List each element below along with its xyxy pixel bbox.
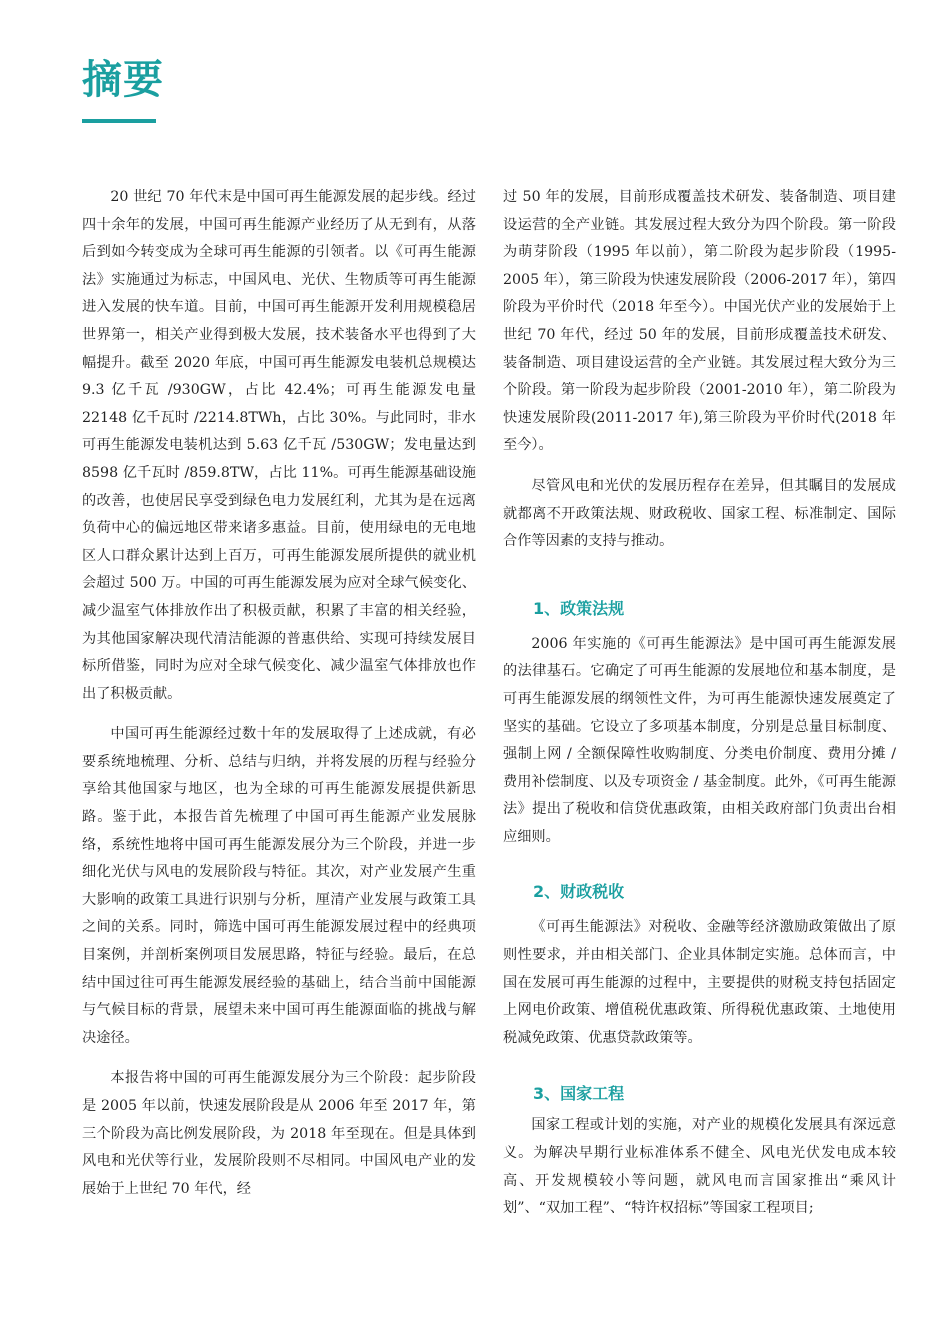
report-structure-paragraph: 中国可再生能源经过数十年的发展取得了上述成就，有必要系统地梳理、分析、总结与归纳，并将发展的历程与经验分享给其他国家与地区，也为全球的可再生能源发展提供新思路。鉴于此，本报告首先梳理了中国可再生能源产业发展脉络，系统性地将中国可再生能源发展分为三个阶段，并进一步细化光伏与风电的发展阶段与特征。其次，对产业发展产生重大影响的政策工具进行识别与分析，厘清产业发展与政策工具之间的关系。同时，筛选中国可再生能源发展过程中的经典项目案例，并剖析案例项目发展思路，特征与经验。最后，在总结中国过往可再生能源发展经验的基础上，结合当前中国能源与气候目标的背景，展望未来中国可再生能源面临的挑战与解决途径。 bbox=[82, 726, 476, 1046]
section-body-national-projects: 国家工程或计划的实施，对产业的规模化发展具有深远意义。为解决早期行业标准体系不健全、风电光伏发电成本较高、开发规模较小等问题，就风电而言国家推出“乘风计划”、“双加工程”、“特许权招标”等国家工程项目; bbox=[503, 1117, 896, 1217]
right-column bbox=[503, 184, 896, 1223]
title-underline bbox=[82, 119, 156, 123]
page-title: 摘要 bbox=[82, 57, 164, 103]
development-stages-paragraph: 本报告将中国的可再生能源发展分为三个阶段：起步阶段是 2005 年以前，快速发展阶段是从 2006 年至 2017 年，第三个阶段为高比例发展阶段，为 2018 年至现在。但是具体到风电和光伏等行业，发展阶段则不尽相同。中国风电产业的发展始于上世纪 70 年代，经 bbox=[82, 1070, 476, 1197]
section-heading-national-projects: 3、国家工程 bbox=[533, 1084, 625, 1104]
drivers-paragraph: 尽管风电和光伏的发展历程存在差异，但其瞩目的发展成就都离不开政策法规、财政税收、国家工程、标准制定、国际合作等因素的支持与推动。 bbox=[503, 477, 896, 550]
section-heading-fiscal: 2、财政税收 bbox=[533, 882, 625, 902]
section-heading-policy: 1、政策法规 bbox=[533, 598, 625, 618]
section-body-fiscal: 《可再生能源法》对税收、金融等经济激励政策做出了原则性要求，并由相关部门、企业具体制定实施。总体而言，中国在发展可再生能源的过程中，主要提供的财税支持包括固定上网电价政策、增值税优惠政策、所得税优惠政策、土地使用税减免政策、优惠贷款政策等。 bbox=[503, 919, 896, 1046]
left-column bbox=[82, 184, 476, 1203]
stages-continuation-paragraph: 过 50 年的发展，目前形成覆盖技术研发、装备制造、项目建设运营的全产业链。其发展过程大致分为四个阶段。第一阶段为萌芽阶段（1995 年以前），第二阶段为起步阶段（1995-2005 年），第三阶段为快速发展阶段（2006-2017 年），第四阶段为平价时代（2018 年至今）。中国光伏产业的发展始于上世纪 70 年代，经过 50 年的发展，目前形成覆盖技术研发、装备制造、项目建设运营的全产业链。其发展过程大致分为三个阶段。第一阶段为起步阶段（2001-2010 年），第二阶段为快速发展阶段(2011-2017 年),第三阶段为平价时代(2018 年至今）。 bbox=[503, 189, 896, 454]
section-body-policy: 2006 年实施的《可再生能源法》是中国可再生能源发展的法律基石。它确定了可再生能源的发展地位和基本制度，是可再生能源发展的纲领性文件，为可再生能源快速发展奠定了坚实的基础。它设立了多项基本制度，分别是总量目标制度、强制上网 / 全额保障性收购制度、分类电价制度、费用分摊 / 费用补偿制度、以及专项资金 / 基金制度。此外，《可再生能源法》提出了税收和信贷优惠政策，由相关政府部门负责出台相应细则。 bbox=[503, 635, 896, 845]
intro-paragraph: 20 世纪 70 年代末是中国可再生能源发展的起步线。经过四十余年的发展，中国可再生能源产业经历了从无到有，从落后到如今转变成为全球可再生能源的引领者。以《可再生能源法》实施通过为标志，中国风电、光伏、生物质等可再生能源进入发展的快车道。目前，中国可再生能源开发利用规模稳居世界第一，相关产业得到极大发展，技术装备水平也得到了大幅提升。截至 2020 年底，中国可再生能源发电装机总规模达 9.3 亿千瓦 /930GW，占比 42.4%；可再生能源发电量 22148 亿千瓦时 /2214.8TWh，占比 30%。与此同时，非水可再生能源发电装机达到 5.63 亿千瓦 /530GW；发电量达到 8598 亿千瓦时 /859.8TW，占比 11%。可再生能源基础设施的改善，也使居民享受到绿色电力发展红利，尤其为是在远离负荷中心的偏远地区带来诸多惠益。目前，使用绿电的无电地区人口群众累计达到上百万，可再生能源发展所提供的就业机会超过 500 万。中国的可再生能源发展为应对全球气候变化、减少温室气体排放作出了积极贡献，积累了丰富的相关经验，为其他国家解决现代清洁能源的普惠供给、实现可持续发展目标所借鉴，同时为应对全球气候变化、减少温室气体排放也作出了积极贡献。 bbox=[82, 189, 476, 702]
